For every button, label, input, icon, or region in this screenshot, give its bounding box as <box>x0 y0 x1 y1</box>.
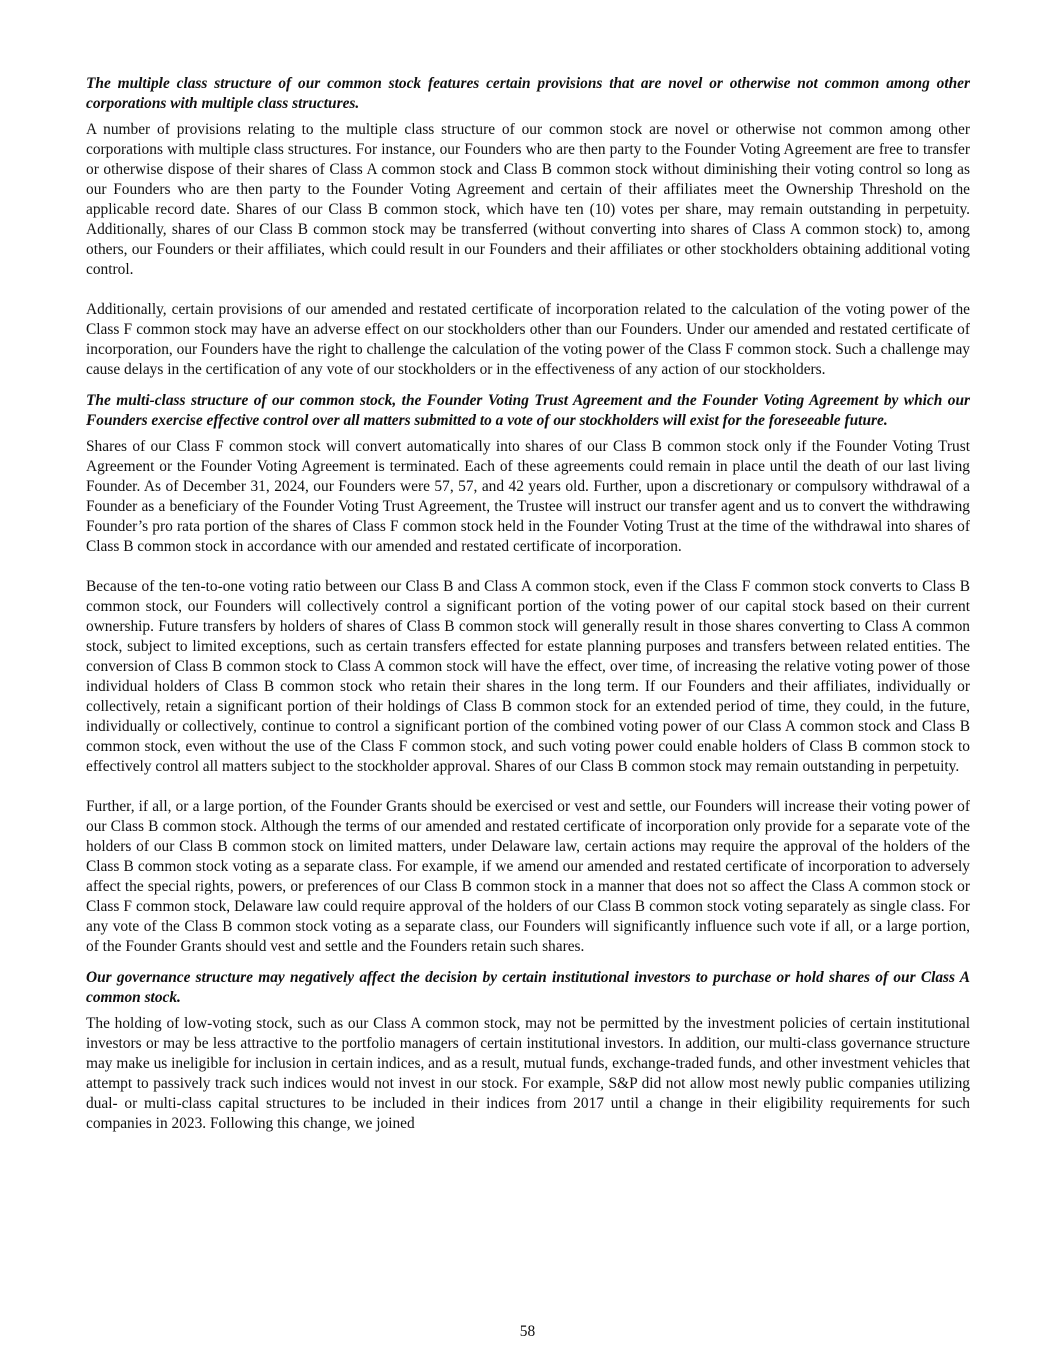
document-page <box>86 74 970 1134</box>
body-paragraph: Because of the ten-to-one voting ratio between our Class B and Class A common stock, even if the Class F common stock converts to Class B common stock, our Founders will collectively control a significant portion of the voting power of our capital stock based on their current ownership. Future transfers by holders of shares of Class B common stock will generally result in those shares converting to Class A common stock, subject to limited exceptions, such as certain transfers effected for estate planning purposes and transfers between related entities. The conversion of Class B common stock to Class A common stock will have the effect, over time, of increasing the relative voting power of those individual holders of Class B common stock who retain their shares in the long term. If our Founders and their affiliates, individually or collectively, retain a significant portion of their holdings of Class B common stock for an extended period of time, they could, in the future, individually or collectively, continue to control a significant portion of the combined voting power of our Class A common stock and Class B common stock, even without the use of the Class F common stock, and such voting power could enable holders of Class B common stock to effectively control all matters subject to the stockholder approval. Shares of our Class B common stock may remain outstanding in perpetuity. <box>86 578 970 775</box>
body-paragraph: The holding of low-voting stock, such as our Class A common stock, may not be permitted by the investment policies of certain institutional investors or may be less attractive to the portfolio managers of certain institutional investors. In addition, our multi-class governance structure may make us ineligible for inclusion in certain indices, and as a result, mutual funds, exchange-traded funds, and other investment vehicles that attempt to passively track such indices would not invest in our stock. For example, S&P did not allow most newly public companies utilizing dual- or multi-class capital structures to be included in their indices from 2017 until a change in their eligibility requirements for such companies in 2023. Following this change, we joined <box>86 1015 970 1132</box>
body-paragraph: Shares of our Class F common stock will convert automatically into shares of our Class B common stock only if the Founder Voting Trust Agreement or the Founder Voting Agreement is terminated. Each of these agreements could remain in place until the death of our last living Founder. As of December 31, 2024, our Founders were 57, 57, and 42 years old. Further, upon a discretionary or compulsory withdrawal of a Founder as a beneficiary of the Founder Voting Trust Agreement, the Trustee will instruct our transfer agent and us to convert the withdrawing Founder’s pro rata portion of the shares of Class F common stock held in the Founder Voting Trust at the time of the withdrawal into shares of Class B common stock in accordance with our amended and restated certificate of incorporation. <box>86 438 970 555</box>
body-paragraph: Additionally, certain provisions of our amended and restated certificate of incorporation related to the calculation of the voting power of the Class F common stock may have an adverse effect on our stockholders other than our Founders. Under our amended and restated certificate of incorporation, our Founders have the right to challenge the calculation of the voting power of the Class F common stock. Such a challenge may cause delays in the certification of any vote of our stockholders or in the effectiveness of any action of our stockholders. <box>86 301 970 378</box>
section-heading: The multi-class structure of our common stock, the Founder Voting Trust Agreement and the Founder Voting Agreement by which our Founders exercise effective control over all matters submitted to a vote of our stockholders will exist for the foreseeable future. <box>86 392 970 429</box>
body-paragraph: A number of provisions relating to the multiple class structure of our common stock are novel or otherwise not common among other corporations with multiple class structures. For instance, our Founders who are then party to the Founder Voting Agreement are free to transfer or otherwise dispose of their shares of Class A common stock and Class B common stock without diminishing their voting control so long as our Founders who are then party to the Founder Voting Agreement and certain of their affiliates meet the Ownership Threshold on the applicable record date. Shares of our Class B common stock, which have ten (10) votes per share, may remain outstanding in perpetuity. Additionally, shares of our Class B common stock may be transferred (without converting into shares of Class A common stock) to, among others, our Founders or their affiliates, which could result in our Founders and their affiliates or other stockholders obtaining additional voting control. <box>86 121 970 278</box>
section-heading: Our governance structure may negatively affect the decision by certain institutional investors to purchase or hold shares of our Class A common stock. <box>86 969 970 1006</box>
page-number: 58 <box>519 1323 536 1340</box>
body-paragraph: Further, if all, or a large portion, of the Founder Grants should be exercised or vest and settle, our Founders will increase their voting power of our Class B common stock. Although the terms of our amended and restated certificate of incorporation only provide for a separate vote of the holders of our Class B common stock on limited matters, under Delaware law, certain actions may require the approval of the holders of the Class B common stock voting as a separate class. For example, if we amend our amended and restated certificate of incorporation to adversely affect the special rights, powers, or preferences of our Class B common stock in a manner that does not so affect the Class A common stock or Class F common stock, Delaware law could require approval of the holders of our Class B common stock voting separately as single class. For any vote of the Class B common stock voting as a separate class, our Founders will significantly influence such vote if all, or a large portion, of the Founder Grants should vest and settle and the Founders retain such shares. <box>86 798 970 955</box>
section-heading: The multiple class structure of our common stock features certain provisions that are novel or otherwise not common among other corporations with multiple class structures. <box>86 75 970 112</box>
